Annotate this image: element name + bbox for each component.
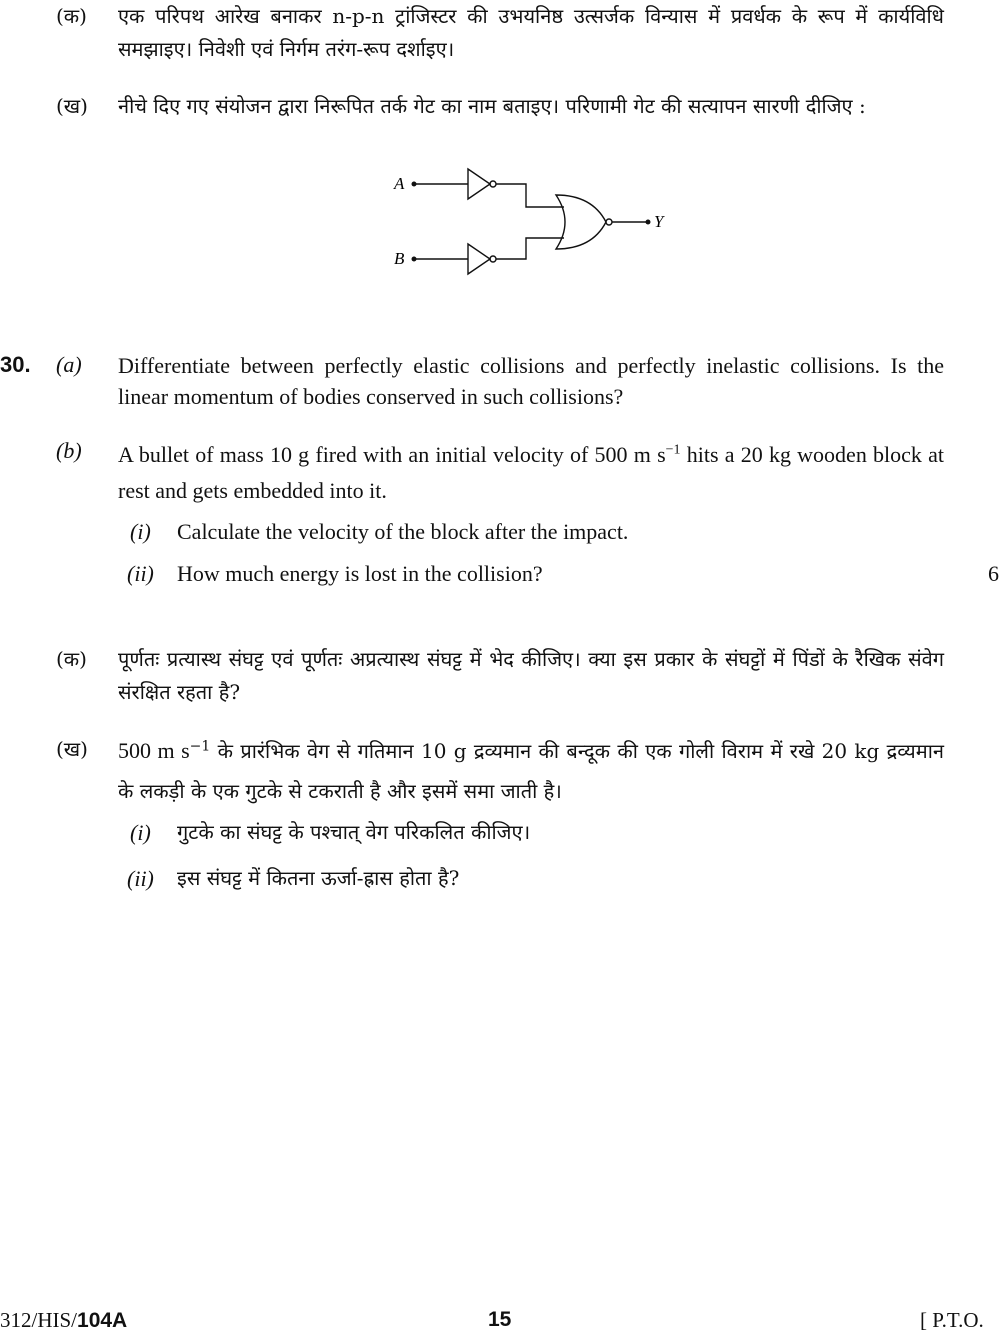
- part-b-label: (b): [56, 438, 82, 463]
- hindi-q30-kha-text: 500 m $s^{-1}$ के प्रारंभिक वेग से गतिमान 10 g द्रव्यमान की बन्दूक की एक गोली विराम में रखे 20 kg द्रव्यमान के लकड़ी के एक गुटके से टकराती है और इसमें समा जाती है।: [118, 738, 944, 803]
- nor-gate: [556, 195, 606, 249]
- question-number: 30.: [0, 352, 31, 377]
- subpart-i-text: Calculate the velocity of the block after the impact.: [177, 519, 629, 544]
- hindi-subpart-ii-text: इस संघट्ट में कितना ऊर्जा-ह्रास होता है?: [177, 866, 460, 890]
- hindi-part-kha-label: (ख): [56, 94, 88, 118]
- output-y-terminal: [646, 220, 651, 225]
- subpart-ii-label: (ii): [127, 561, 154, 586]
- part-b-text: A bullet of mass 10 g fired with an initial velocity of 500 m $s^{-1}$ hits a 20 kg wooden block at rest and gets embedded into it.: [118, 442, 944, 503]
- nor-gate-bubble: [606, 219, 612, 225]
- output-y-label: Y: [654, 212, 664, 231]
- hindi-part-kha-text: नीचे दिए गए संयोजन द्वारा निरूपित तर्क गेट का नाम बताइए। परिणामी गेट की सत्यापन सारणी दीजिए :: [118, 94, 866, 118]
- hindi-subpart-i-label: (i): [130, 820, 151, 845]
- marks: 6: [988, 561, 999, 586]
- hindi-q30-kha-label: (ख): [56, 737, 88, 761]
- logic-gate-diagram: [380, 160, 700, 280]
- wire-a-to-nor: [496, 184, 564, 207]
- page-number: 15: [488, 1308, 512, 1331]
- hindi-q30-ka-label: (क): [56, 647, 87, 671]
- subpart-ii-text: How much energy is lost in the collision?: [177, 561, 543, 586]
- subpart-i-label: (i): [130, 519, 151, 544]
- paper-code: 312/HIS/104A: [0, 1308, 128, 1332]
- part-a-text: Differentiate between perfectly elastic collisions and perfectly inelastic collisions. Is the linear momentum of bodies conserved in such collisions?: [118, 353, 944, 409]
- input-b-label: B: [394, 249, 405, 268]
- hindi-subpart-ii-label: (ii): [127, 866, 154, 891]
- input-a-terminal: [412, 182, 417, 187]
- part-a-label: (a): [56, 352, 82, 377]
- input-a-label: A: [394, 174, 405, 193]
- not-gate-b: [468, 244, 490, 274]
- pto-text: [ P.T.O.: [920, 1308, 984, 1332]
- hindi-part-ka-text: एक परिपथ आरेख बनाकर n-p-n ट्रांजिस्टर की उभयनिष्ठ उत्सर्जक विन्यास में प्रवर्धक के रूप में कार्यविधि समझाइए। निवेशी एवं निर्गम तरंग-रूप दर्शाइए।: [118, 4, 944, 61]
- wire-b-to-nor: [496, 238, 564, 259]
- hindi-subpart-i-text: गुटके का संघट्ट के पश्चात् वेग परिकलित कीजिए।: [177, 820, 531, 844]
- hindi-q30-ka-text: पूर्णतः प्रत्यास्थ संघट्ट एवं पूर्णतः अप्रत्यास्थ संघट्ट में भेद कीजिए। क्या इस प्रकार के संघट्टों में पिंडों के रैखिक संवेग संरक्षित रहता है?: [118, 647, 944, 704]
- hindi-part-ka-label: (क): [56, 4, 87, 28]
- input-b-terminal: [412, 257, 417, 262]
- not-gate-a: [468, 169, 490, 199]
